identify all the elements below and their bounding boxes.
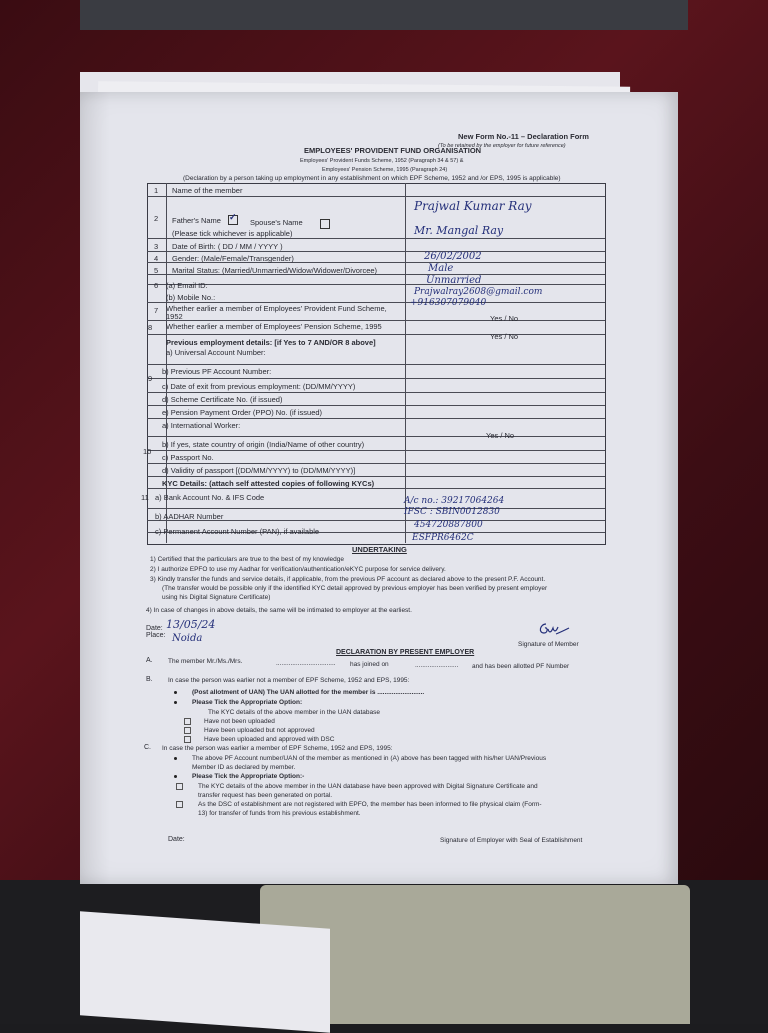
mobile-value: +916307079040 (410, 298, 487, 308)
father-name-label: Father's Name (172, 216, 221, 225)
section-b-text: In case the person was earlier not a member of EPF Scheme, 1952 and EPS, 1995: (168, 677, 410, 684)
table-row-line (147, 450, 605, 451)
table-row-line (147, 196, 605, 197)
eps-member-value: Yes / No (490, 332, 519, 341)
table-row-line (147, 508, 605, 509)
country-label: b) If yes, state country of origin (India/Name of other country) (162, 440, 365, 449)
place-label: Place: (146, 632, 166, 639)
undertaking-line: using his Digital Signature Certificate) (162, 594, 271, 601)
table-row-line (147, 378, 605, 379)
bullet-icon (174, 757, 177, 760)
option-checkbox[interactable] (176, 801, 183, 808)
section-a-joined: has joined on (350, 661, 389, 668)
ifsc-value: IFSC : SBIN0012830 (404, 507, 500, 517)
employer-declaration-title: DECLARATION BY PRESENT EMPLOYER (336, 649, 475, 656)
table-row-line (147, 463, 605, 464)
option-text: Have been uploaded and approved with DSC (204, 736, 335, 743)
section-c-line: The above PF Account number/UAN of the member as mentioned in (A) above has been tagged with his/her UAN/Previous (192, 755, 547, 762)
section-a-number: A. (146, 657, 153, 664)
exit-date-label: c) Date of exit from previous employment: (DD/MM/YYYY) (162, 382, 356, 391)
tick-note: (Please tick whichever is applicable) (172, 229, 293, 238)
row-number: 8 (148, 323, 153, 332)
section-c-text: In case the person was earlier a member of EPF Scheme, 1952 and EPS, 1995: (162, 745, 393, 752)
spouse-checkbox[interactable] (320, 219, 330, 229)
paper-shadow (80, 92, 110, 884)
table-row-line (147, 284, 605, 285)
option-checkbox[interactable] (184, 727, 191, 734)
table-row-line (147, 320, 605, 321)
table-row-line (147, 405, 605, 406)
row-number: 10 (143, 447, 152, 456)
intl-worker-value: Yes / No (486, 431, 515, 440)
employer-signature-label: Signature of Employer with Seal of Establishment (440, 837, 583, 844)
section-a-text: The member Mr./Ms./Mrs. (168, 658, 243, 665)
undertaking-line: 3) Kindly transfer the funds and service details, if applicable, from the previous PF account as declared above to the present P.F. Account. (150, 576, 546, 583)
email-label: (a) Email ID: (166, 281, 208, 290)
passport-label: c) Passport No. (162, 453, 214, 462)
epf-member-year: 1952 (166, 312, 183, 321)
bullet-icon (174, 775, 177, 778)
scheme-cert-label: d) Scheme Certificate No. (if issued) (162, 395, 283, 404)
passport-validity-label: d) Validity of passport [(DD/MM/YYYY) to (DD/MM/YYYY)] (162, 466, 356, 475)
undertaking-line: 4) In case of changes in above details, the same will be intimated to employer at the earliest. (146, 607, 412, 614)
previous-employment-heading: Previous employment details: [if Yes to 7 AND/OR 8 above] (166, 338, 376, 347)
declaration-subtitle: (Declaration by a person taking up employment in any establishment on which EPF Scheme, 1952 and /or EPS, 1995 is applicable) (183, 175, 561, 182)
row-number: 2 (154, 214, 159, 223)
ppo-label: e) Pension Payment Order (PPO) No. (if issued) (162, 408, 323, 417)
marital-status-label: Marital Status: (Married/Unmarried/Widow/Widower/Divorcee) (172, 266, 378, 275)
bullet-icon (174, 701, 177, 704)
row-number: 1 (154, 186, 159, 195)
dotted-blank: ........................ (415, 662, 459, 669)
option-checkbox[interactable] (184, 718, 191, 725)
gender-label: Gender: (Male/Female/Transgender) (172, 254, 294, 263)
email-value: Prajwalray2608@gmail.com (414, 287, 543, 297)
laptop-edge (80, 0, 688, 30)
table-row-line (147, 476, 605, 477)
section-a-allotted: and has been allotted PF Number (472, 663, 570, 670)
check-mark-icon: ✓ (229, 212, 237, 222)
eps-member-label: Whether earlier a member of Employees' Pension Scheme, 1995 (166, 322, 382, 331)
epf-member-label: Whether earlier a member of Employees' Provident Fund Scheme, (166, 304, 387, 313)
org-title: EMPLOYEES' PROVIDENT FUND ORGANISATION (304, 146, 482, 155)
row-number: 4 (154, 254, 159, 263)
row-number: 6 (154, 281, 159, 290)
table-row-line (147, 418, 605, 419)
epf-member-value: Yes / No (490, 314, 519, 323)
aadhar-label: b) AADHAR Number (155, 512, 224, 521)
bullet-icon (174, 691, 177, 694)
table-col-divider (405, 183, 406, 543)
aadhar-value: 454720887800 (414, 520, 483, 530)
date-label: Date: (146, 625, 163, 632)
name-label: Name of the member (172, 186, 243, 195)
undertaking-line: 2) I authorize EPFO to use my Aadhar for verification/authentication/eKYC purpose for service delivery. (150, 566, 446, 573)
section-b-number: B. (146, 676, 153, 683)
pan-label: c) Permanent Account Number (PAN), if available (155, 527, 320, 536)
kyc-details-text: The KYC details of the above member in the UAN database (208, 709, 380, 716)
table-row-line (147, 238, 605, 239)
option-text: Have been uploaded but not approved (204, 727, 315, 734)
marital-status-value: Unmarried (426, 275, 482, 286)
section-c-line: Member ID as declared by member. (192, 764, 296, 771)
table-row-line (147, 436, 605, 437)
tick-option-heading: Please Tick the Appropriate Option: (192, 699, 303, 706)
tick-option-heading: Please Tick the Appropriate Option:- (192, 773, 305, 780)
row-number: 3 (154, 242, 159, 251)
intl-worker-label: a) International Worker: (162, 421, 241, 430)
option-text: 13) for transfer of funds from his previous establishment. (198, 810, 361, 817)
option-text: transfer request has been generated on portal. (198, 792, 333, 799)
employer-date-label: Date: (168, 836, 185, 843)
section-c-number: C. (144, 744, 151, 751)
dob-value: 26/02/2002 (424, 251, 482, 262)
option-text: As the DSC of establishment are not registered with EPFO, the member has been informed to file physical claim (Form- (198, 801, 542, 808)
undertaking-line: 1) Certified that the particulars are true to the best of my knowledge (150, 556, 345, 563)
member-signature-label: Signature of Member (518, 641, 579, 648)
kyc-heading: KYC Details: (attach self attested copies of following KYCs) (162, 479, 375, 488)
uan-allotted-text: (Post allotment of UAN) The UAN allotted for the member is .......................... (192, 689, 425, 696)
member-name-value: Prajwal Kumar Ray (414, 199, 532, 213)
option-checkbox[interactable] (176, 783, 183, 790)
scheme-line-1: Employees' Provident Funds Scheme, 1952 (Paragraph 34 & 57) & (300, 158, 464, 164)
bank-account-value: A/c no.: 39217064264 (404, 496, 505, 506)
row-number: 7 (154, 306, 159, 315)
option-checkbox[interactable] (184, 736, 191, 743)
dob-label: Date of Birth: ( DD / MM / YYYY ) (172, 242, 283, 251)
row-number: 9 (148, 374, 153, 383)
table-row-line (147, 302, 605, 303)
option-text: Have not been uploaded (204, 718, 275, 725)
option-text: The KYC details of the above member in the UAN database have been approved with Digital Signature Certificate and (198, 783, 538, 790)
prev-pf-label: b) Previous PF Account Number: (162, 367, 272, 376)
table-row-line (147, 364, 605, 365)
retained-note: (To be retained by the employer for future reference) (438, 143, 566, 149)
table-row-line (147, 488, 605, 489)
row-number: 11 (141, 493, 149, 502)
table-row-line (147, 251, 605, 252)
uan-label: a) Universal Account Number: (166, 348, 266, 357)
pan-value: ESFPR6462C (412, 533, 474, 543)
undertaking-title: UNDERTAKING (352, 545, 407, 554)
spouse-name-label: Spouse's Name (250, 218, 303, 227)
background-paper (80, 911, 330, 1032)
undertaking-line: (The transfer would be possible only if the identified KYC detail approved by previous employer has been verified by present employer (162, 585, 548, 592)
member-signature (536, 620, 570, 638)
scheme-line-2: Employees' Pension Scheme, 1995 (Paragraph 24) (322, 167, 448, 173)
date-value: 13/05/24 (166, 618, 216, 631)
table-row-line (147, 392, 605, 393)
gender-value: Male (428, 263, 454, 274)
row-number: 5 (154, 266, 159, 275)
table-row-line (147, 334, 605, 335)
father-name-value: Mr. Mangal Ray (414, 224, 504, 237)
form-number: New Form No.-11 – Declaration Form (458, 132, 589, 141)
bank-account-label: a) Bank Account No. & IFS Code (155, 493, 265, 502)
mobile-label: (b) Mobile No.: (166, 293, 216, 302)
dotted-blank: ................................. (276, 660, 336, 667)
table-col-divider (166, 183, 167, 543)
place-value: Noida (172, 633, 203, 644)
